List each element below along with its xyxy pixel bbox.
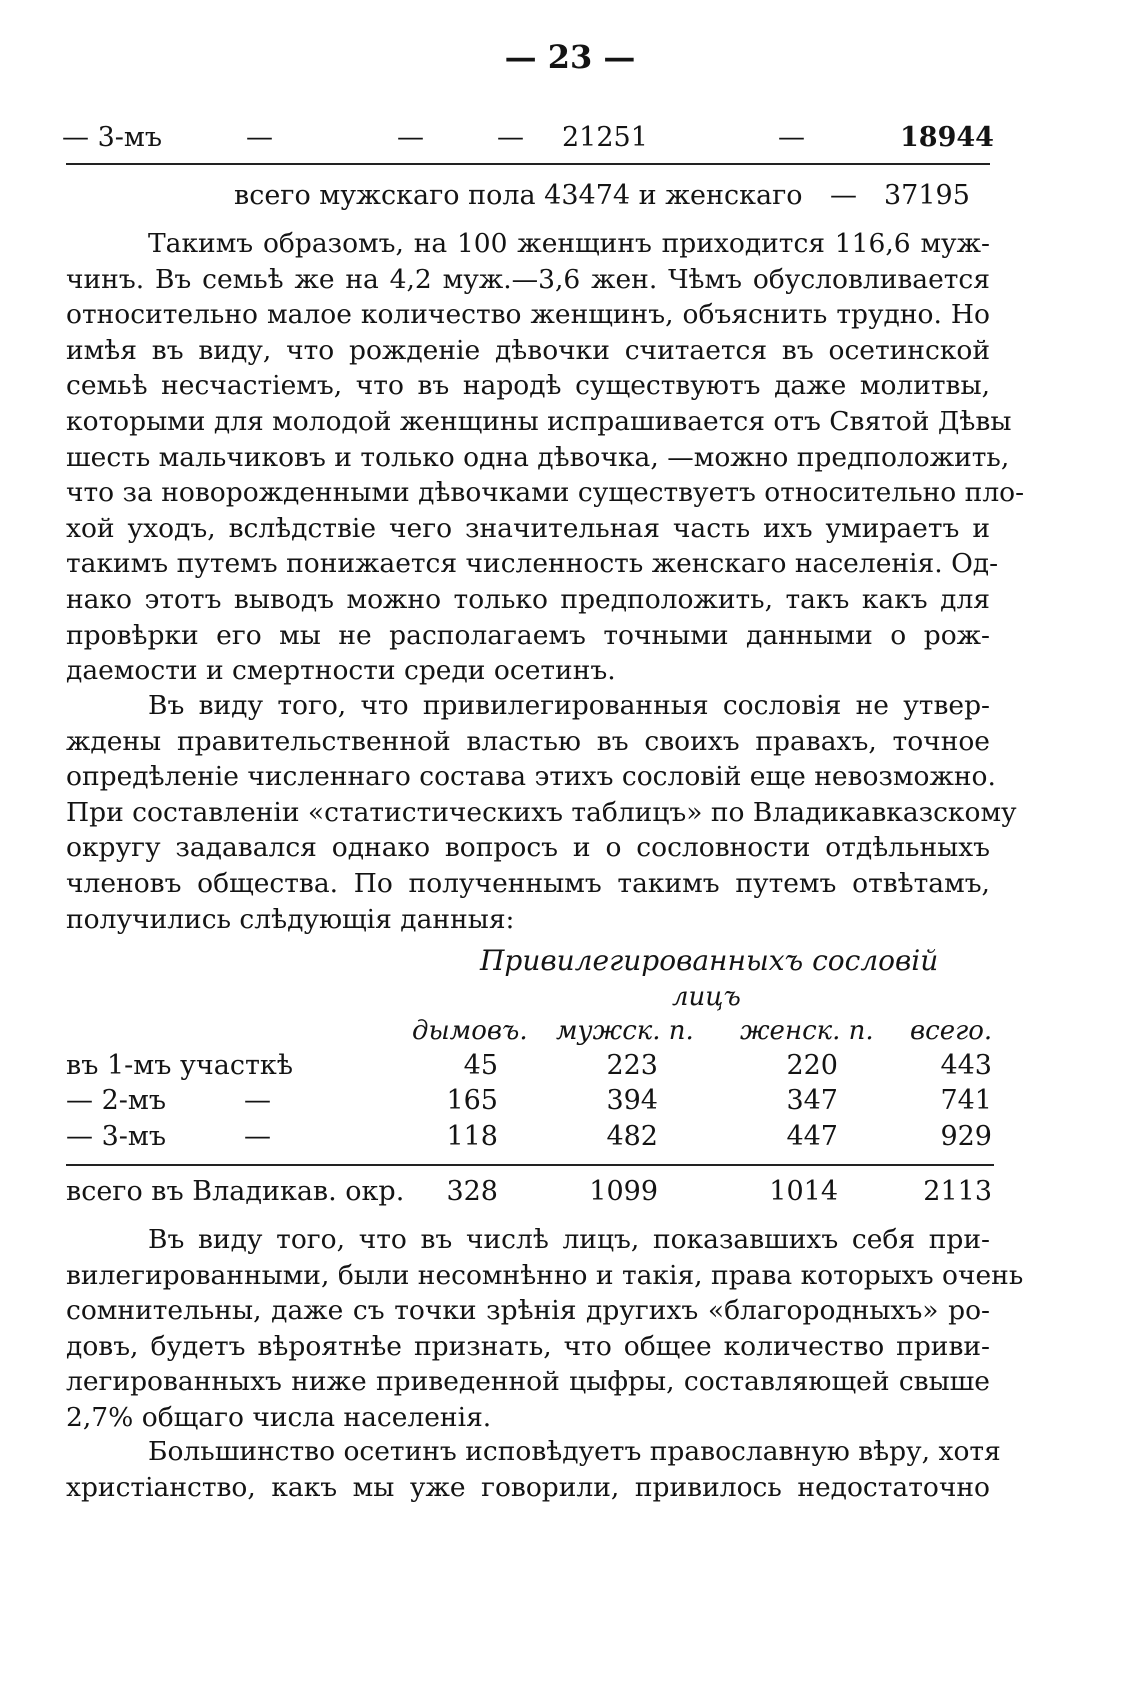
text-line: Большинство осетинъ исповѣдуетъ православную вѣру, хотя: [148, 1436, 1001, 1467]
text-line: ждены правительственной властью въ своихъ правахъ, точное: [66, 725, 990, 757]
text-line: провѣрки его мы не располагаемъ точными данными о рож-: [66, 619, 990, 651]
cell-households: 328: [446, 1176, 498, 1207]
paragraph-privileged-estates: [66, 688, 1017, 937]
text-line: получились слѣдующія данныя:: [66, 903, 515, 935]
text-line: При составленіи «статистическихъ таблицъ» по Владикавказскому: [66, 796, 1017, 828]
paragraph-privileged-doubt: [66, 1222, 1024, 1436]
row-label: — 3-мъ: [66, 1121, 167, 1152]
table-subcaption: лицъ: [672, 982, 741, 1012]
text-line: округу задавался однако вопросъ и о сословности отдѣльныхъ: [66, 832, 990, 864]
top-row-dash: —: [397, 122, 424, 153]
text-line: Въ виду того, что въ числѣ лицъ, показавшихъ себя при-: [148, 1224, 990, 1255]
text-line: 2,7% общаго числа населенія.: [66, 1401, 492, 1433]
cell-male: 482: [606, 1121, 658, 1152]
row-label: — 2-мъ: [66, 1085, 167, 1116]
table-header-households: дымовъ.: [412, 1016, 528, 1046]
text-line: вилегированными, были несомнѣнно и такія, права которыхъ очень: [66, 1259, 1024, 1291]
text-line: Такимъ образомъ, на 100 женщинъ приходится 116,6 муж-: [148, 228, 990, 259]
text-line: даемости и смертности среди осетинъ.: [66, 655, 616, 687]
paragraph-sex-ratio: [66, 226, 1025, 689]
cell-male: 1099: [589, 1176, 658, 1207]
cell-households: 165: [446, 1085, 498, 1116]
cell-female: 447: [786, 1121, 838, 1152]
top-row-dash: —: [246, 122, 273, 153]
text-line: относительно малое количество женщинъ, объяснить трудно. Но: [66, 299, 990, 331]
text-line: имѣя въ виду, что рожденіе дѣвочки считается въ осетинской: [66, 334, 990, 366]
cell-total: 741: [940, 1085, 992, 1116]
top-row-label: — 3-мъ: [62, 122, 163, 153]
text-line: нако этотъ выводъ можно только предположить, такъ какъ для: [66, 583, 990, 615]
cell-male: 223: [606, 1050, 658, 1081]
top-row-dash: —: [497, 122, 524, 153]
table-caption: Привилегированныхъ сословій: [480, 944, 939, 977]
cell-households: 118: [446, 1121, 498, 1152]
cell-female: 1014: [769, 1176, 838, 1207]
table-header-male: мужск. п.: [556, 1016, 694, 1046]
total-line-text: всего мужскаго пола 43474 и женскаго: [234, 180, 803, 211]
row-dash: —: [244, 1085, 271, 1116]
cell-total: 2113: [923, 1176, 992, 1207]
text-line: такимъ путемъ понижается численность женскаго населенія. Од-: [66, 548, 999, 580]
text-line: довъ, будетъ вѣроятнѣе признать, что общее количество приви-: [66, 1330, 990, 1362]
row-label: въ 1-мъ участкѣ: [66, 1050, 294, 1081]
text-line: христіанство, какъ мы уже говорили, привилось недостаточно: [66, 1471, 990, 1503]
text-line: что за новорожденными дѣвочками существуетъ относительно пло-: [66, 477, 1025, 509]
cell-female: 347: [786, 1085, 838, 1116]
cell-total: 929: [940, 1121, 992, 1152]
text-line: чинъ. Въ семьѣ же на 4,2 муж.—3,6 жен. Чѣмъ обусловливается: [66, 263, 990, 295]
top-row-men-value: 21251: [562, 122, 648, 153]
top-row-women-value: 18944: [900, 122, 994, 153]
text-line: сомнительны, даже съ точки зрѣнія другихъ «благородныхъ» ро-: [66, 1295, 990, 1327]
total-line-value: 37195: [884, 180, 970, 211]
text-line: шесть мальчиковъ и только одна дѣвочка, —можно предположить,: [66, 441, 1010, 473]
text-line: опредѣленіе численнаго состава этихъ сословій еще невозможно.: [66, 761, 996, 793]
row-dash: —: [244, 1121, 271, 1152]
page-number: — 23 —: [504, 38, 636, 76]
cell-female: 220: [786, 1050, 838, 1081]
cell-households: 45: [463, 1050, 498, 1081]
cell-male: 394: [606, 1085, 658, 1116]
text-line: хой уходъ, вслѣдствіе чего значительная часть ихъ умираетъ и: [66, 512, 990, 544]
cell-total: 443: [940, 1050, 992, 1081]
total-line-dash: —: [830, 180, 857, 211]
text-line: членовъ общества. По полученнымъ такимъ путемъ отвѣтамъ,: [66, 867, 990, 899]
total-row-label: всего въ Владикав. окр.: [66, 1176, 405, 1207]
text-line: Въ виду того, что привилегированныя сословія не утвер-: [148, 690, 990, 721]
table-header-female: женск. п.: [740, 1016, 874, 1046]
text-line: легированныхъ ниже приведенной цыфры, составляющей свыше: [66, 1366, 990, 1398]
table-total-divider: [66, 1164, 994, 1166]
paragraph-religion: [66, 1434, 1001, 1505]
table-header-total: всего.: [910, 1016, 993, 1046]
divider-line: [66, 163, 990, 165]
text-line: которыми для молодой женщины испрашивается отъ Святой Дѣвы: [66, 405, 1012, 437]
top-row-dash: —: [778, 122, 805, 153]
text-line: семьѣ несчастіемъ, что въ народѣ существуютъ даже молитвы,: [66, 370, 990, 402]
